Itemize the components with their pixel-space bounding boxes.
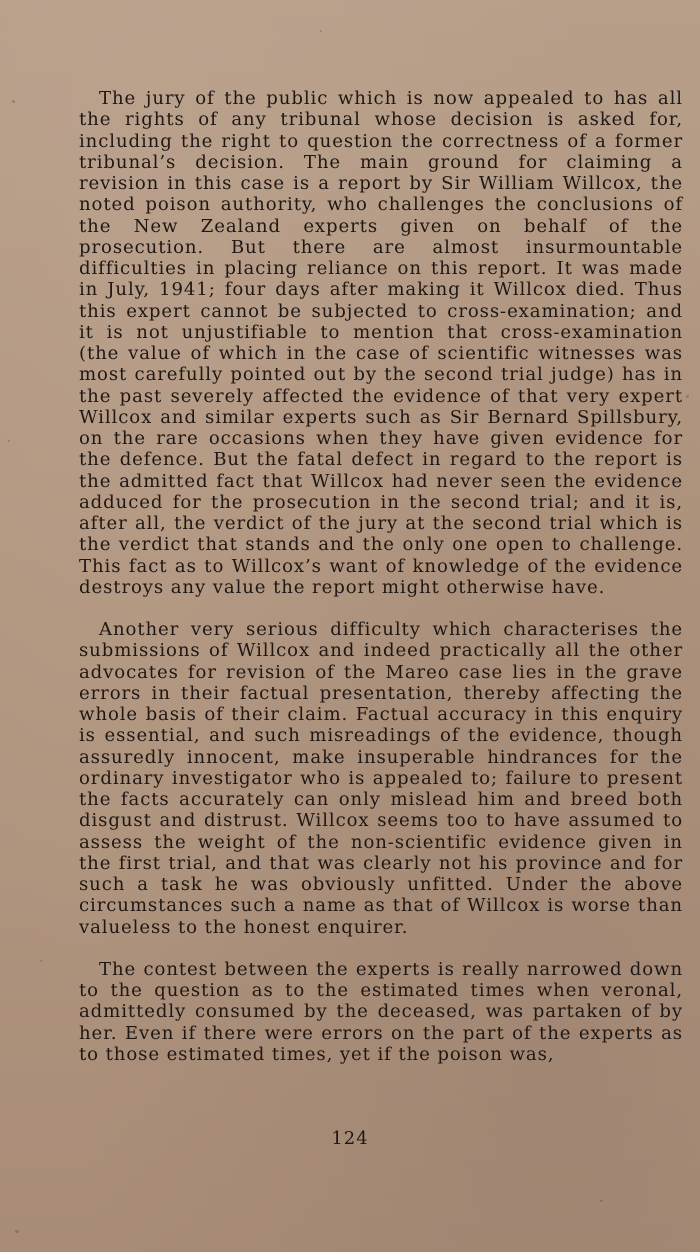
paper-speck: [15, 1230, 19, 1233]
paragraph: Another very serious difficulty which characterises the submissions of Willcox and indeed practically all the other advocates for revision of the Mareo case lies in the grave errors in their factual presentation, thereby affecting the whole basis of their claim. Factual accuracy in this enquiry is essential, and such misreadings of the evidence, though assuredly innocent, make insuperable hindrances for the ordinary investigator who is appealed to; failure to present the facts accurately can only mislead him and breed both disgust and distrust. Willcox seems too to have assumed to assess the weight of the non-scientific evidence given in the first trial, and that was clearly not his province and for such a task he was obviously unfitted. Under the above circumstances such a name as that of Willcox is worse than valueless to the honest enquirer.: [79, 619, 683, 938]
paragraph: The contest between the experts is really narrowed down to the question as to the estimated times when veronal, admittedly consumed by the deceased, was partaken of by her. Even if there were errors on the part of the experts as to those estimated times, yet if the poison was,: [79, 958, 683, 1065]
paper-speck: [8, 440, 10, 442]
page-body: [79, 88, 683, 1065]
paragraph: The jury of the public which is now appealed to has all the rights of any tribunal whose decision is asked for, including the right to question the correctness of a former tribunal’s decision. The main ground for claiming a revision in this case is a report by Sir William Willcox, the noted poison authority, who challenges the conclusions of the New Zealand experts given on behalf of the prosecution. But there are almost insurmountable difficulties in placing reliance on this report. It was made in July, 1941; four days after making it Willcox died. Thus this expert cannot be subjected to cross-examination; and it is not unjustifiable to mention that cross-examination (the value of which in the case of scientific witnesses was most carefully pointed out by the second trial judge) has in the past severely affected the evidence of that very expert Willcox and similar experts such as Sir Bernard Spillsbury, on the rare occasions when they have given evidence for the defence. But the fatal defect in regard to the report is the admitted fact that Willcox had never seen the evidence adduced for the prosecution in the second trial; and it is, after all, the verdict of the jury at the second trial which is the verdict that stands and the only one open to challenge. This fact as to Willcox’s want of knowledge of the evidence destroys any value the report might otherwise have.: [79, 88, 683, 598]
paper-speck: [12, 100, 15, 103]
paper-speck: [600, 1200, 603, 1202]
paper-speck: [686, 395, 689, 398]
page-number: 124: [331, 1128, 369, 1149]
paper-speck: [40, 960, 42, 962]
paper-speck: [320, 30, 322, 32]
